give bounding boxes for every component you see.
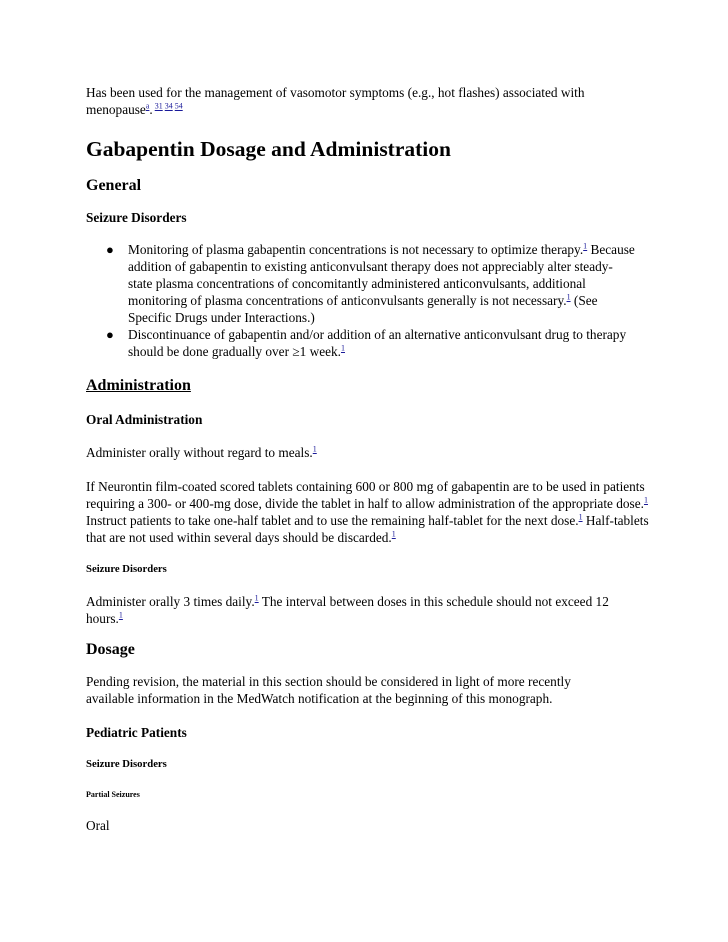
admin-text-3a: Administer orally 3 times daily. [86,594,255,609]
bullet-icon: ● [106,242,114,257]
bullet-icon: ● [106,327,114,342]
dosage-paragraph: Pending revision, the material in this section should be considered in light of more recently available information in the MedWatch notification at the beginning of this monograph. [86,674,571,706]
bullet-tail: (See Specific Drugs under Interactions.) [128,293,598,325]
ref-link[interactable]: 1 [340,343,345,353]
bullet-text: Monitoring of plasma gabapentin concentrations is not necessary to optimize therapy. [128,242,584,257]
ref-link-34[interactable]: 34 [164,101,173,111]
subheading-partial-seizures: Partial Seizures [86,790,140,799]
admin-paragraph-3 [86,593,636,627]
bullet-text: Discontinuance of gabapentin and/or addition of an alternative anticonvulsant drug to therapy should be done gradually over ≥1 week. [128,327,627,359]
page-title: Gabapentin Dosage and Administration [86,137,451,161]
bullet-continuation: Because addition of gabapentin to existing anticonvulsant therapy does not appreciably alter steady-state plasma concentrations of concomitantly administered anticonvulsants, additional monitoring of plasma concentrations of anticonvulsants generally is not necessary. [128,242,635,308]
ref-link-31[interactable]: 31 [154,101,163,111]
ref-link[interactable]: 1 [566,292,571,302]
ref-link[interactable]: 1 [254,593,259,603]
list-item [86,326,646,360]
ref-link[interactable]: 1 [578,512,583,522]
admin-text-2b: Instruct patients to take one-half tablet and to use the remaining half-tablet for the next dose. [86,513,579,528]
intro-text: menopause [86,102,146,117]
list-item [86,241,646,326]
subheading-seizure-disorders: Seizure Disorders [86,210,187,225]
admin-text-2a: If Neurontin film-coated scored tablets containing 600 or 800 mg of gabapentin are to be used in patients requiring a 300- or 400-mg dose, divide the tablet in half to allow administration of the appropriate dose. [86,479,645,511]
intro-line-1: Has been used for the management of vasomotor symptoms (e.g., hot flashes) associated with [86,85,585,100]
intro-paragraph [86,84,646,118]
ref-link-a[interactable]: a [145,101,150,111]
subheading-seizure-disorders-admin: Seizure Disorders [86,563,167,575]
general-bullet-list [86,241,646,360]
admin-text-2c: Half-tablets that are not used within several days should be discarded. [86,513,649,545]
ref-link[interactable]: 1 [118,610,123,620]
ref-link[interactable]: 1 [643,495,648,505]
ref-link[interactable]: 1 [583,241,588,251]
subheading-seizure-disorders-dosage: Seizure Disorders [86,758,167,770]
admin-paragraph-2 [86,478,651,546]
intro-line-2: menopause$^a$. $^{31 34 54}$ [86,101,183,117]
admin-text-3b: The interval between doses in this schedule should not exceed 12 hours. [86,594,609,626]
subheading-oral-administration: Oral Administration [86,412,203,427]
section-heading-dosage: Dosage [86,641,135,658]
ref-link[interactable]: 1 [391,529,396,539]
section-heading-administration: Administration [86,377,191,394]
ref-link-54[interactable]: 54 [174,101,183,111]
admin-text-1: Administer orally without regard to meals. [86,445,313,460]
admin-paragraph-1 [86,444,646,461]
section-heading-general: General [86,177,142,194]
ref-link[interactable]: 1 [312,444,317,454]
oral-label: Oral [86,818,110,833]
subheading-pediatric-patients: Pediatric Patients [86,725,187,740]
